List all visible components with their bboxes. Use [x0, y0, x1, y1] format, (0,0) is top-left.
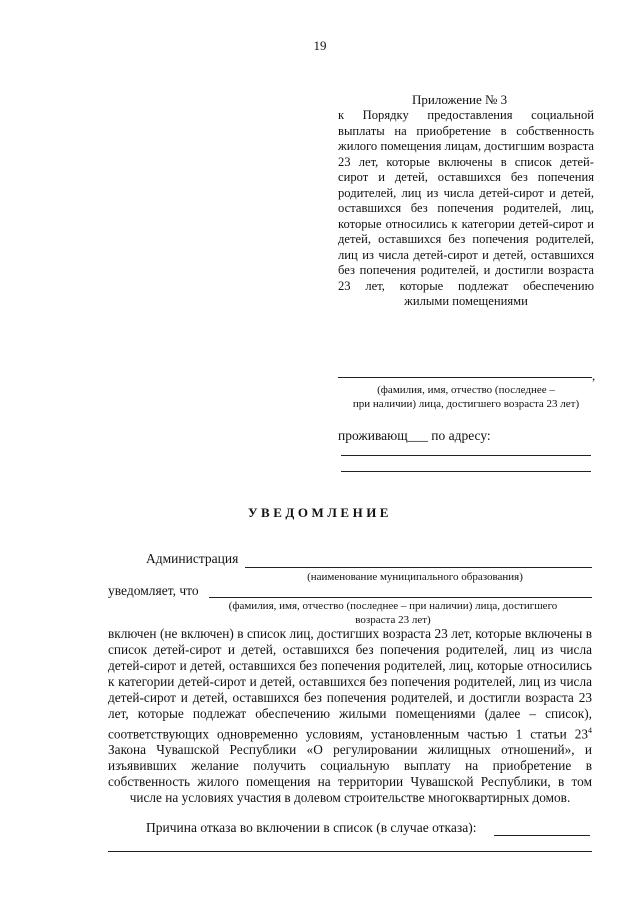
residing-label: проживающ___ по адресу: — [338, 428, 491, 443]
main-text — [108, 626, 592, 806]
main-text-part1: включен (не включен) в список лиц, достигших возраста 23 лет, которые включены в список детей-сирот и детей, оставшихся без попечения родителей, лиц из числа детей-сирот и детей, оставшихся без попечения родителей, лиц, которые относились к категории детей-сирот и детей, оставшихся без попечения родителей, лиц из числа детей-сирот и детей, оставшихся без попечения родителей, и достигли возраста 23 лет, которые подлежат обеспечению жилыми помещениями (далее – список), соответствующих одновременно условиям, установленным частью 1 статьи 23 — [108, 626, 592, 741]
recipient-comma: , — [592, 368, 596, 383]
appendix-body: к Порядку предоставления социальной выплаты на приобретение в собственность жилого помещения лицам, достигшим возраста 23 лет, которые включены в список детей-сирот и детей, оставшихся без попечения родителей, лиц из числа детей-сирот и детей, оставшихся без попечения родителей, лиц, которые относились к категории детей-сирот и детей, оставшихся без попечения родителей, лиц из числа детей-сирот и детей, оставшихся без попечения родителей, и достигли возраста 23 лет, которые подлежат обеспечению жилыми помещениями — [338, 108, 594, 308]
main-text-superscript: 4 — [588, 725, 592, 735]
administration-label: Администрация — [146, 551, 239, 566]
page-number: 19 — [313, 38, 327, 53]
refusal-reason-line-2[interactable] — [108, 851, 592, 852]
main-text-part2: Закона Чувашской Республики «О регулировании жилищных отношений», и изъявивших желание получить социальную выплату на приобретение в собственность жилого помещения на территории Чувашской Республики, в том числе на условиях участия в долевом строительстве многоквартирных домов. — [108, 742, 592, 806]
appendix-title: Приложение № 3 — [412, 92, 508, 107]
notifies-caption-line1: (фамилия, имя, отчество (последнее – при наличии) лица, достигшего — [228, 600, 558, 612]
notifies-name-line[interactable] — [209, 597, 592, 598]
recipient-name-line[interactable] — [338, 377, 592, 378]
notifies-label: уведомляет, что — [108, 583, 199, 598]
recipient-caption-line1: (фамилия, имя, отчество (последнее – — [377, 384, 555, 396]
administration-caption: (наименование муниципального образования) — [307, 571, 523, 583]
address-line-1[interactable] — [341, 455, 591, 456]
recipient-caption — [338, 383, 594, 411]
notifies-caption — [218, 599, 568, 627]
recipient-caption-line2: при наличии) лица, достигшего возраста 23 лет) — [352, 398, 580, 410]
refusal-label: Причина отказа во включении в список (в случае отказа): — [146, 820, 477, 835]
refusal-reason-line[interactable] — [494, 835, 590, 836]
notice-title: УВЕДОМЛЕНИЕ — [248, 505, 392, 520]
address-line-2[interactable] — [341, 471, 591, 472]
administration-line[interactable] — [245, 567, 592, 568]
notifies-caption-line2: возраста 23 лет) — [355, 614, 431, 626]
